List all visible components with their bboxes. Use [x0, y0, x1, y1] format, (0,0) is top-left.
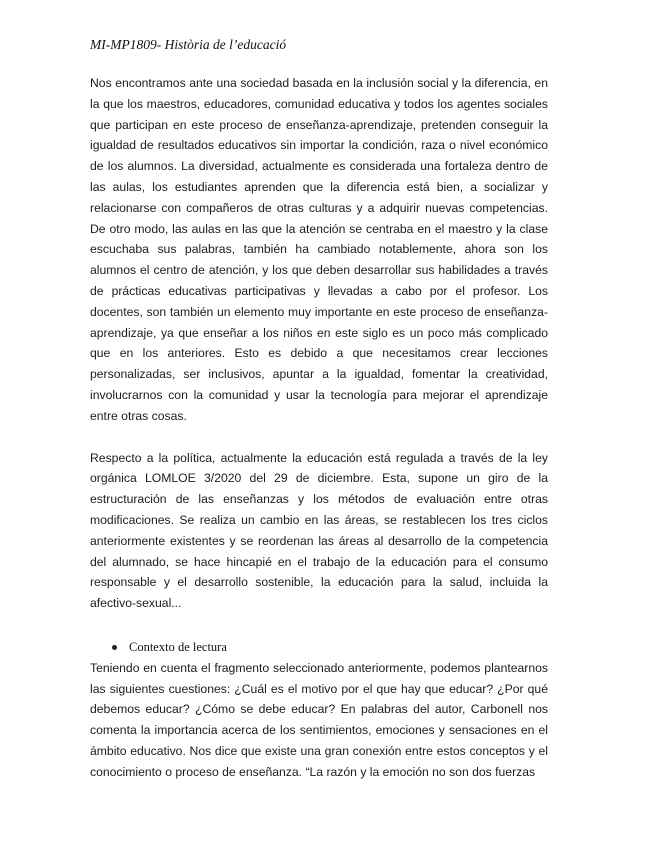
- paragraph-spacer: [90, 427, 548, 448]
- page-header: MI-MP1809- Història de l’educació: [90, 37, 287, 52]
- paragraph-intro: Nos encontramos ante una sociedad basada en la inclusión social y la diferencia, en la que los maestros, educadores, comunidad educativa y todos los agentes sociales que participan en este proceso de enseñanza-aprendizaje, pretenden conseguir la igualdad de resultados educativos sin importar la condición, raza o nivel económico de los alumnos. La diversidad, actualmente es considerada una fortaleza dentro de las aulas, los estudiantes aprenden que la diferencia está bien, a socializar y relacionarse con compañeros de otras culturas y a adquirir nuevas competencias. De otro modo, las aulas en las que la atención se centraba en el maestro y la clase escuchaba sus palabras, también ha cambiado notablemente, ahora son los alumnos el centro de atención, y los que deben desarrollar sus habilidades a través de prácticas educativas participativas y llevadas a cabo por el profesor. Los docentes, son también un elemento muy importante en este proceso de enseñanza-aprendizaje, ya que enseñar a los niños en este siglo es un poco más complicado que en los anteriores. Esto es debido a que necesitamos crear lecciones personalizadas, ser inclusivos, apuntar a la igualdad, fomentar la creatividad, involucrarnos con la comunidad y usar la tecnología para mejorar el aprendizaje entre otras cosas.: [90, 76, 548, 423]
- section-heading: [90, 637, 548, 658]
- document-body: [90, 73, 548, 783]
- bullet-icon: [112, 645, 117, 650]
- paragraph-politics: Respecto a la política, actualmente la educación está regulada a través de la ley orgánica LOMLOE 3/2020 del 29 de diciembre. Esta, supone un giro de la estructuración de las enseñanzas y los métodos de evaluación entre otras modificaciones. Se realiza un cambio en las áreas, se restablecen los tres ciclos anteriormente existentes y se reordenan las áreas al desarrollo de la competencia del alumnado, se hace hincapié en el trabajo de la educación para el consumo responsable y el desarrollo sostenible, la educación para la salud, incluida la afectivo-sexual...: [90, 450, 548, 611]
- paragraph-spacer: [90, 614, 548, 635]
- section-heading-label: Contexto de lectura: [129, 639, 227, 654]
- paragraph-context: Teniendo en cuenta el fragmento seleccionado anteriormente, podemos plantearnos las siguientes cuestiones: ¿Cuál es el motivo por el que hay que educar? ¿Por qué debemos educar? ¿Cómo se debe educar? En palabras del autor, Carbonell nos comenta la importancia acerca de los sentimientos, emociones y sensaciones en el ámbito educativo. Nos dice que existe una gran conexión entre estos conceptos y el conocimiento o proceso de enseñanza. “La razón y la emoción no son dos fuerzas: [90, 660, 548, 779]
